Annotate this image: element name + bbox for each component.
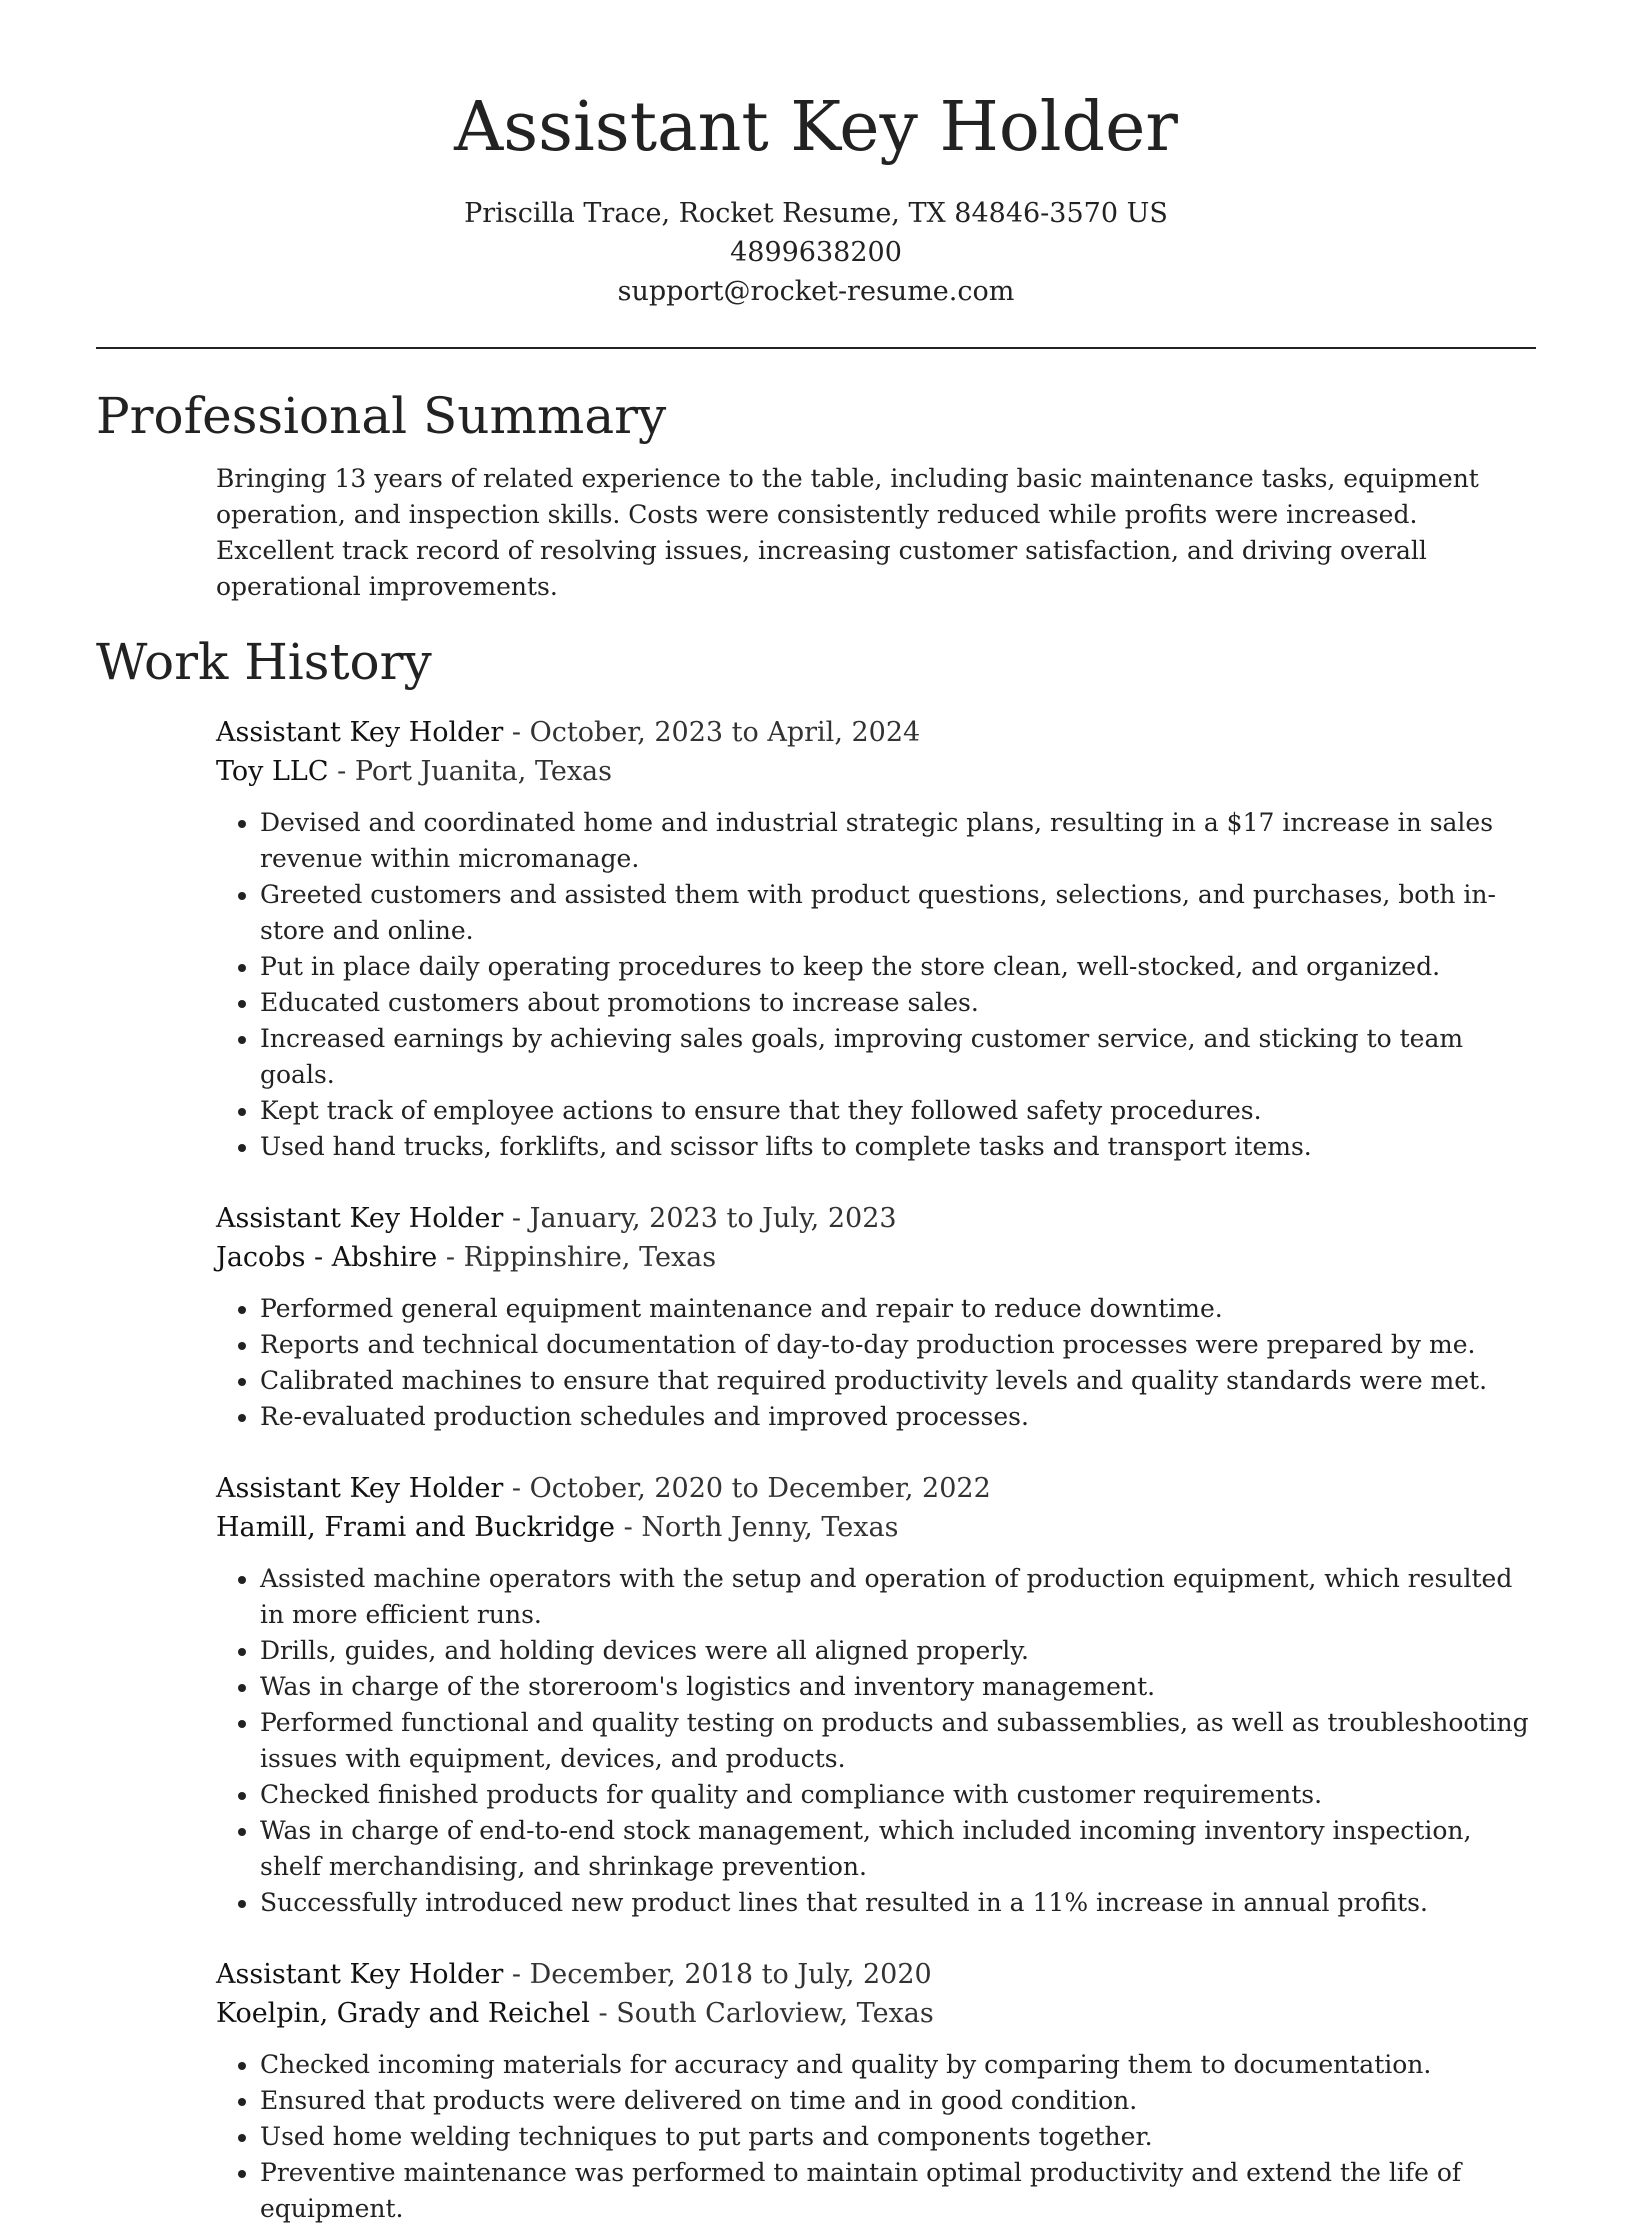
duty-item: • Checked incoming materials for accuracy and quality by comparing them to documentation. xyxy=(260,2047,1536,2083)
job-dates: December, 2018 to July, 2020 xyxy=(529,1959,932,1990)
job-location: South Carloview, Texas xyxy=(616,1998,934,2029)
job-duties xyxy=(216,805,1536,1165)
duty-item: • Assisted machine operators with the setup and operation of production equipment, which resulted in more efficient runs. xyxy=(260,1561,1536,1633)
header-divider xyxy=(96,347,1536,349)
job-company-line: Jacobs - Abshire - Rippinshire, Texas xyxy=(216,1242,717,1273)
job-title: Assistant Key Holder xyxy=(216,717,504,748)
job-title-line: Assistant Key Holder - October, 2020 to December, 2022 xyxy=(216,1473,991,1504)
job-dates: October, 2020 to December, 2022 xyxy=(529,1473,991,1504)
duty-item: • Performed functional and quality testing on products and subassemblies, as well as troubleshooting issues with equipment, devices, and products. xyxy=(260,1705,1536,1777)
job-entry xyxy=(216,1469,1536,1921)
duty-item: • Kept track of employee actions to ensure that they followed safety procedures. xyxy=(260,1093,1536,1129)
job-company: Jacobs - Abshire xyxy=(216,1242,438,1273)
job-dates: January, 2023 to July, 2023 xyxy=(529,1203,897,1234)
duty-item: • Drills, guides, and holding devices were all aligned properly. xyxy=(260,1633,1536,1669)
summary-text: Bringing 13 years of related experience to the table, including basic maintenance tasks, equipment operation, and inspection skills. Costs were consistently reduced while profits were increased. Excellent track record of resolving issues, increasing customer satisfaction, and driving overall operational improvements. xyxy=(216,464,1479,601)
job-title-line: Assistant Key Holder - January, 2023 to July, 2023 xyxy=(216,1203,897,1234)
summary-heading: Professional Summary xyxy=(96,387,667,445)
job-company-line: Hamill, Frami and Buckridge - North Jenny, Texas xyxy=(216,1512,899,1543)
resume-title: Assistant Key Holder xyxy=(454,88,1178,167)
job-entry xyxy=(216,1955,1536,2227)
duty-item: • Ensured that products were delivered on time and in good condition. xyxy=(260,2083,1536,2119)
job-title: Assistant Key Holder xyxy=(216,1203,504,1234)
job-company-line: Koelpin, Grady and Reichel - South Carloview, Texas xyxy=(216,1998,934,2029)
duty-item: • Used hand trucks, forklifts, and scissor lifts to complete tasks and transport items. xyxy=(260,1129,1536,1165)
duty-item: • Performed general equipment maintenance and repair to reduce downtime. xyxy=(260,1291,1536,1327)
duty-item: • Reports and technical documentation of day-to-day production processes were prepared by me. xyxy=(260,1327,1536,1363)
job-company: Koelpin, Grady and Reichel xyxy=(216,1998,590,2029)
contact-block xyxy=(96,194,1536,311)
duty-item: • Re-evaluated production schedules and improved processes. xyxy=(260,1399,1536,1435)
job-location: Rippinshire, Texas xyxy=(463,1242,717,1273)
job-title: Assistant Key Holder xyxy=(216,1473,504,1504)
job-duties xyxy=(216,1291,1536,1435)
duty-item: • Was in charge of end-to-end stock management, which included incoming inventory inspection, shelf merchandising, and shrinkage prevention. xyxy=(260,1813,1536,1885)
resume-header xyxy=(96,0,1536,311)
job-dates: October, 2023 to April, 2024 xyxy=(529,717,921,748)
duty-item: • Greeted customers and assisted them with product questions, selections, and purchases, both in-store and online. xyxy=(260,877,1536,949)
job-company: Toy LLC xyxy=(216,756,329,787)
duty-item: • Educated customers about promotions to increase sales. xyxy=(260,985,1536,1021)
contact-email: support@rocket-resume.com xyxy=(617,276,1015,307)
duty-item: • Preventive maintenance was performed to maintain optimal productivity and extend the life of equipment. xyxy=(260,2155,1536,2227)
job-company-line: Toy LLC - Port Juanita, Texas xyxy=(216,756,613,787)
duty-item: • Checked finished products for quality and compliance with customer requirements. xyxy=(260,1777,1536,1813)
duty-item: • Devised and coordinated home and industrial strategic plans, resulting in a $17 increase in sales revenue within micromanage. xyxy=(260,805,1536,877)
job-title-line: Assistant Key Holder - October, 2023 to April, 2024 xyxy=(216,717,921,748)
duty-item: • Successfully introduced new product lines that resulted in a 11% increase in annual profits. xyxy=(260,1885,1536,1921)
duty-item: • Used home welding techniques to put parts and components together. xyxy=(260,2119,1536,2155)
job-duties xyxy=(216,2047,1536,2227)
job-company: Hamill, Frami and Buckridge xyxy=(216,1512,616,1543)
duty-item: • Was in charge of the storeroom's logistics and inventory management. xyxy=(260,1669,1536,1705)
job-title: Assistant Key Holder xyxy=(216,1959,504,1990)
job-entry xyxy=(216,1199,1536,1435)
duty-item: • Calibrated machines to ensure that required productivity levels and quality standards were met. xyxy=(260,1363,1536,1399)
job-entry xyxy=(216,713,1536,1165)
job-location: Port Juanita, Texas xyxy=(354,756,613,787)
work-history-heading: Work History xyxy=(96,633,432,691)
duty-item: • Put in place daily operating procedures to keep the store clean, well-stocked, and organized. xyxy=(260,949,1536,985)
job-location: North Jenny, Texas xyxy=(641,1512,899,1543)
contact-address: Priscilla Trace, Rocket Resume, TX 84846-3570 US xyxy=(464,198,1168,229)
work-history-list xyxy=(216,713,1536,2227)
job-duties xyxy=(216,1561,1536,1921)
duty-item: • Increased earnings by achieving sales goals, improving customer service, and sticking to team goals. xyxy=(260,1021,1536,1093)
contact-phone: 4899638200 xyxy=(730,237,902,268)
job-title-line: Assistant Key Holder - December, 2018 to July, 2020 xyxy=(216,1959,932,1990)
